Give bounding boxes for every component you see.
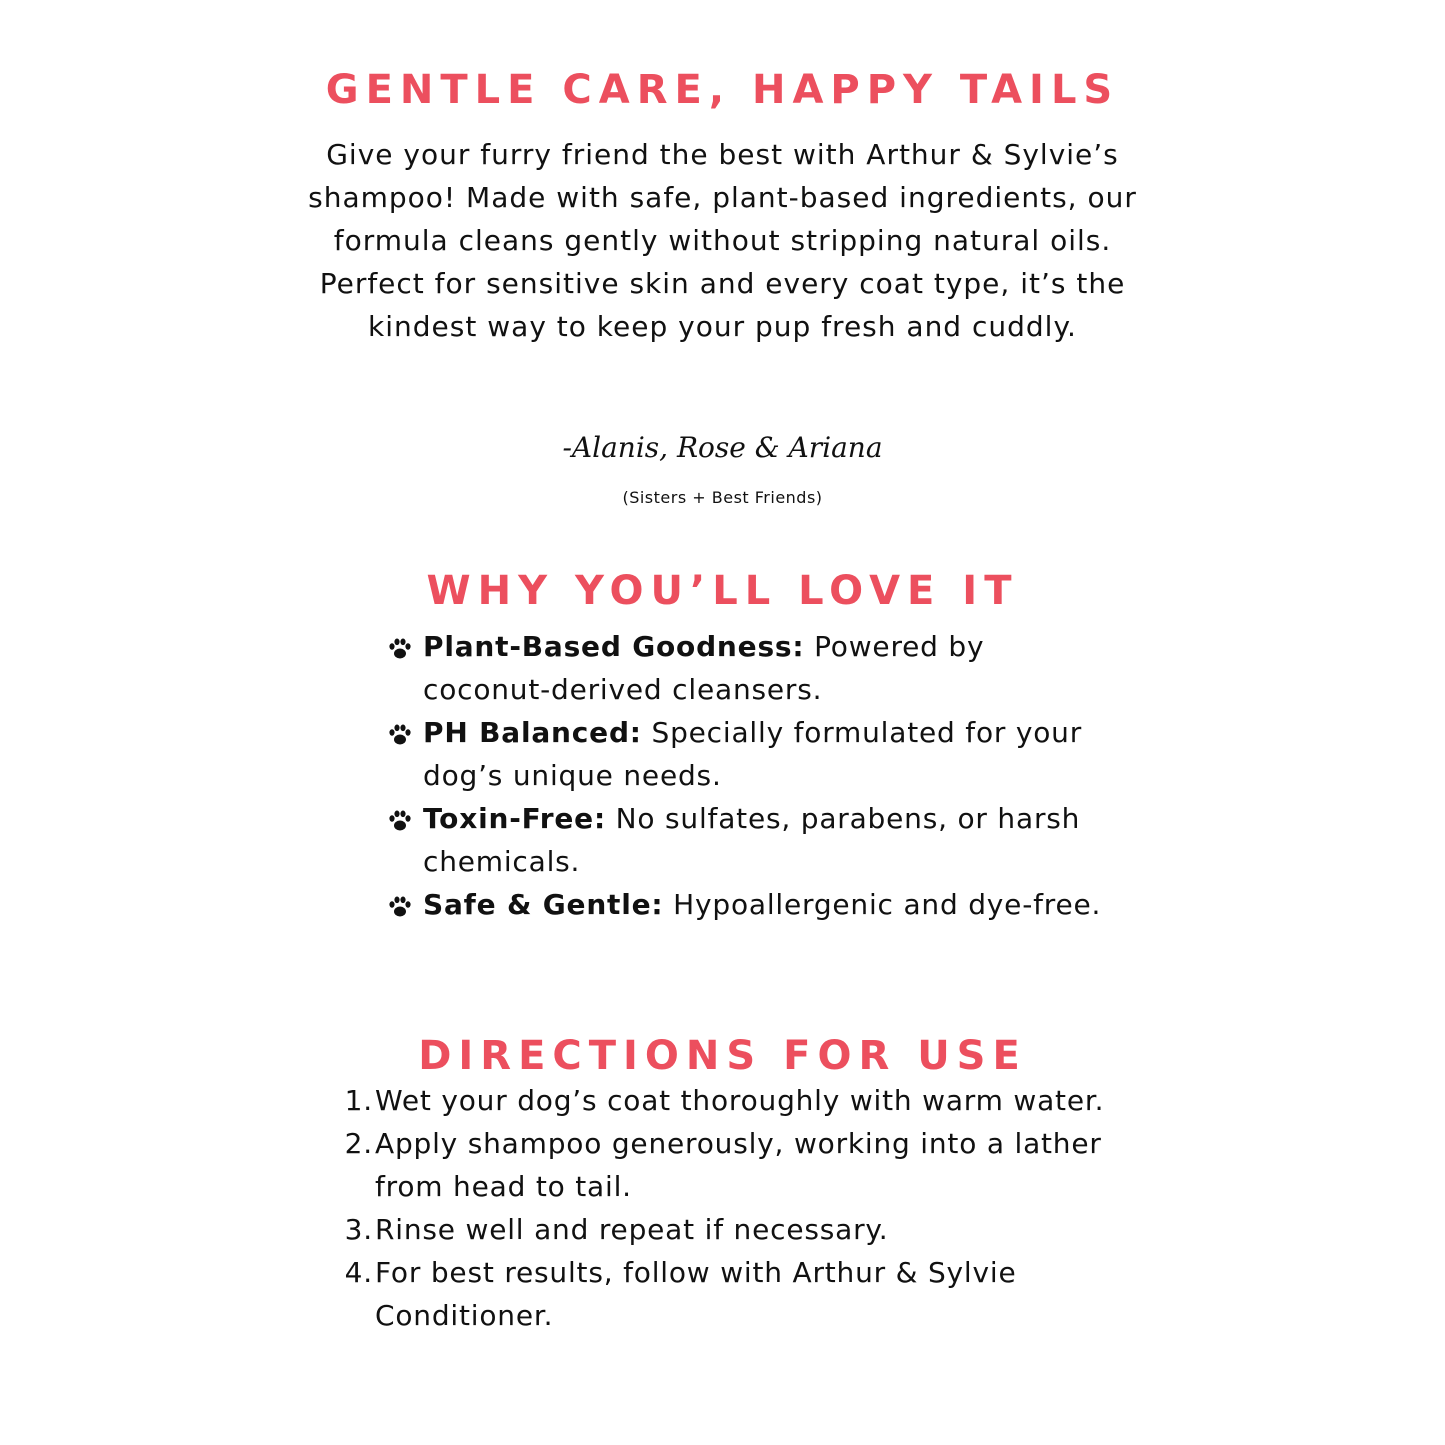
step-number: 3. xyxy=(344,1213,373,1246)
direction-step xyxy=(335,1122,1125,1208)
benefit-text: Hypoallergenic and dye-free. xyxy=(673,888,1102,921)
benefit-item xyxy=(385,883,1105,926)
direction-step xyxy=(335,1208,1125,1251)
paw-icon xyxy=(387,895,413,919)
signature: -Alanis, Rose & Ariana xyxy=(562,431,883,464)
benefits-heading: WHY YOU’LL LOVE IT xyxy=(426,568,1019,614)
direction-step xyxy=(335,1079,1125,1122)
step-text: Wet your dog’s coat thoroughly with warm water. xyxy=(375,1084,1105,1117)
step-text: For best results, follow with Arthur & Sylvie Conditioner. xyxy=(375,1256,1017,1332)
direction-step xyxy=(335,1251,1125,1337)
step-number: 1. xyxy=(344,1084,373,1117)
paw-icon xyxy=(387,637,413,661)
benefit-item xyxy=(385,711,1105,797)
step-text: Rinse well and repeat if necessary. xyxy=(375,1213,889,1246)
benefit-title: PH Balanced: xyxy=(423,716,642,749)
benefit-title: Plant-Based Goodness: xyxy=(423,630,805,663)
step-number: 2. xyxy=(344,1127,373,1160)
paw-icon xyxy=(387,723,413,747)
benefit-title: Toxin-Free: xyxy=(423,802,606,835)
benefit-text: No sulfates, parabens, or harsh chemicals. xyxy=(423,802,1081,878)
directions-heading: DIRECTIONS FOR USE xyxy=(418,1033,1027,1079)
signature-note: (Sisters + Best Friends) xyxy=(622,488,823,507)
step-text: Apply shampoo generously, working into a lather from head to tail. xyxy=(375,1127,1102,1203)
benefit-text: Powered by coconut-derived cleansers. xyxy=(423,630,985,706)
benefit-item xyxy=(385,625,1105,711)
benefit-item xyxy=(385,797,1105,883)
benefit-text: Specially formulated for your dog’s unique needs. xyxy=(423,716,1083,792)
benefit-title: Safe & Gentle: xyxy=(423,888,664,921)
intro-paragraph: Give your furry friend the best with Arthur & Sylvie’s shampoo! Made with safe, plant-based ingredients, our formula cleans gently without stripping natural oils. Perfect for sensitive skin and every coat type, it’s the kindest way to keep your pup fresh and cuddly. xyxy=(308,138,1137,343)
intro-heading: GENTLE CARE, HAPPY TAILS xyxy=(325,67,1120,113)
benefits-list xyxy=(385,625,1105,926)
paw-icon xyxy=(387,809,413,833)
step-number: 4. xyxy=(344,1256,373,1289)
directions-list xyxy=(335,1079,1125,1337)
